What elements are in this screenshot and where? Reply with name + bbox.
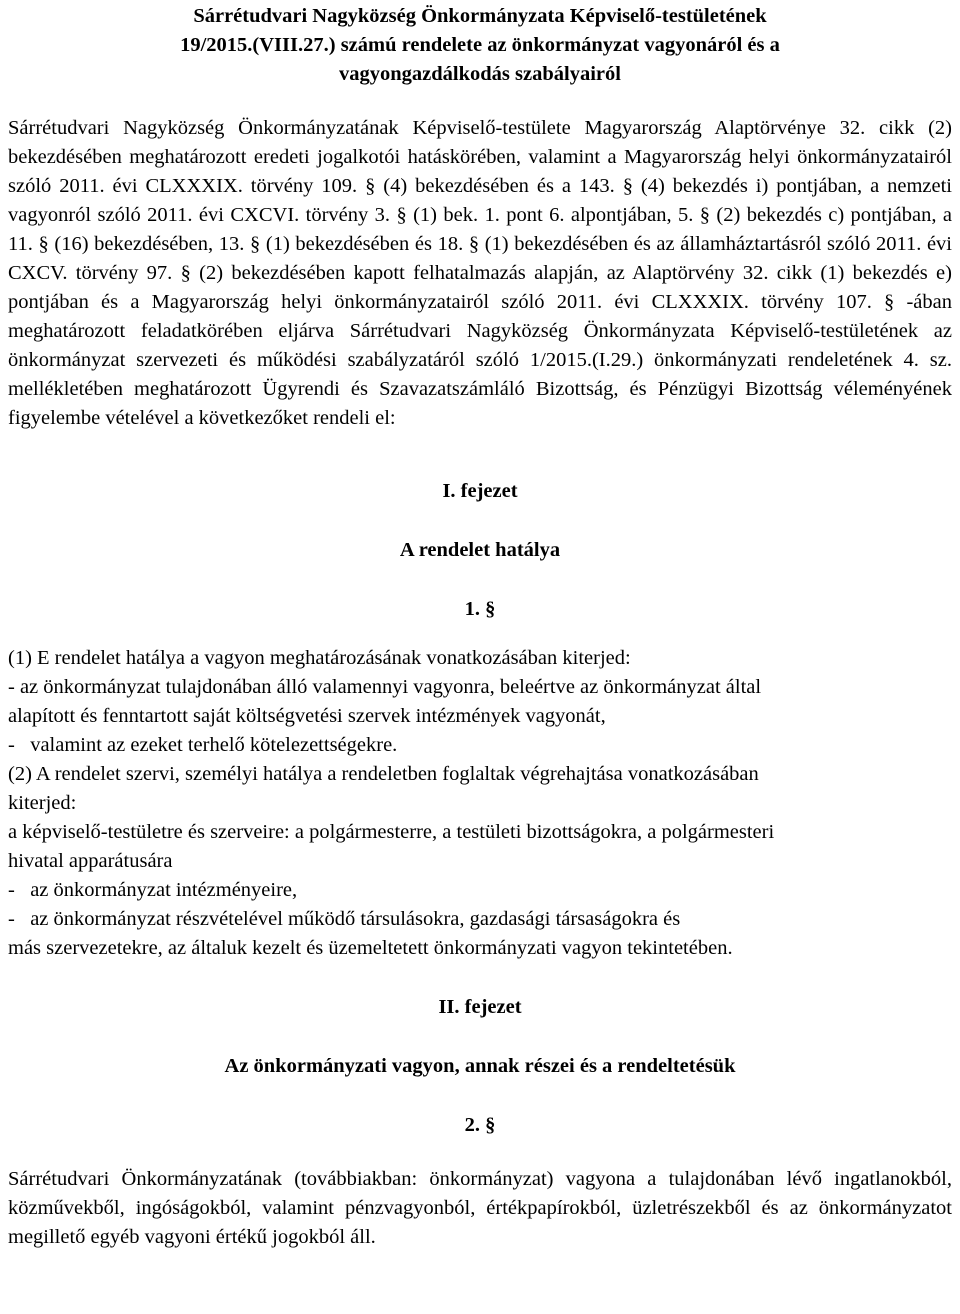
chapter-2-number: II. fejezet xyxy=(438,996,522,1018)
title-line-2: 19/2015.(VIII.27.) számú rendelete az önkormányzat vagyonáról és a xyxy=(180,34,780,56)
section-1-line: hivatal apparátusára xyxy=(8,850,173,872)
section-1-line: alapított és fenntartott saját költségvetési szervek intézmények vagyonát, xyxy=(8,705,606,727)
section-1-line: - az önkormányzat tulajdonában álló valamennyi vagyonra, beleértve az önkormányzat által xyxy=(8,676,762,698)
preamble-paragraph: Sárrétudvari Nagyközség Önkormányzatának Képviselő-testülete Magyarország Alaptörvénye 32. cikk (2) bekezdésében meghatározott eredeti jogalkotói hatáskörében, valamint a Magyarország helyi önkormányzatairól szóló 2011. évi CLXXXIX. törvény 109. § (4) bekezdésében és a 143. § (4) bekezdés i) pontjában, a nemzeti vagyonról szóló 2011. évi CXCVI. törvény 3. § (1) bek. 1. pont 6. alpontjában, 5. § (2) bekezdés c) pontjában, a 11. § (16) bekezdésében, 13. § (1) bekezdésében és 18. § (1) bekezdésében és az államháztartásról szóló 2011. évi CXCV. törvény 97. § (2) bekezdésében kapott felhatalmazás alapján, az Alaptörvény 32. cikk (1) bekezdés e) pontjában és a Magyarország helyi önkormányzatairól szóló 2011. évi CLXXXIX. törvény 107. § -ában meghatározott feladatkörében eljárva Sárrétudvari Nagyközség Önkormányzata Képviselő-testületének az önkormányzat szervezeti és működési szabályzatáról szóló 1/2015.(I.29.) önkormányzati rendeletének 4. sz. mellékletében meghatározott Ügyrendi és Szavazatszámláló Bizottság, és Pénzügyi Bizottság véleményének figyelembe vételével a következőket rendeli el: xyxy=(8,117,952,429)
section-1-line: - az önkormányzat intézményeire, xyxy=(8,879,298,901)
document-title xyxy=(8,2,952,89)
section-1-line: más szervezetekre, az általuk kezelt és üzemeltetett önkormányzati vagyon tekintetében. xyxy=(8,937,733,959)
title-line-3: vagyongazdálkodás szabályairól xyxy=(339,63,621,85)
section-1-line: a képviselő-testületre és szerveire: a polgármesterre, a testületi bizottságokra, a polgármesteri xyxy=(8,821,775,843)
section-2-number: 2. § xyxy=(464,1114,496,1136)
section-1-line: - az önkormányzat részvételével működő társulásokra, gazdasági társaságokra és xyxy=(8,908,681,930)
chapter-2-title: Az önkormányzati vagyon, annak részei és a rendeltetésük xyxy=(224,1055,736,1077)
section-2-paragraph: Sárrétudvari Önkormányzatának (továbbiakban: önkormányzat) vagyona a tulajdonában lévő ingatlanokból, közművekből, ingóságokból, valamint pénzvagyonból, értékpapírokból, üzletrészekből és az önkormányzatot megillető egyéb vagyoni értékű jogokból áll. xyxy=(8,1168,952,1248)
document-page xyxy=(0,2,960,1314)
section-1-number: 1. § xyxy=(464,598,496,620)
section-1-line: - valamint az ezeket terhelő kötelezettségekre. xyxy=(8,734,398,756)
section-1-line: (1) E rendelet hatálya a vagyon meghatározásának vonatkozásában kiterjed: xyxy=(8,647,631,669)
section-1-body xyxy=(8,644,952,963)
chapter-1-title: A rendelet hatálya xyxy=(399,539,561,561)
section-1-line: kiterjed: xyxy=(8,792,77,814)
title-line-1: Sárrétudvari Nagyközség Önkormányzata Képviselő-testületének xyxy=(193,5,767,27)
chapter-1-number: I. fejezet xyxy=(442,480,518,502)
section-1-line: (2) A rendelet szervi, személyi hatálya a rendeletben foglaltak végrehajtása vonatkozásában xyxy=(8,763,759,785)
